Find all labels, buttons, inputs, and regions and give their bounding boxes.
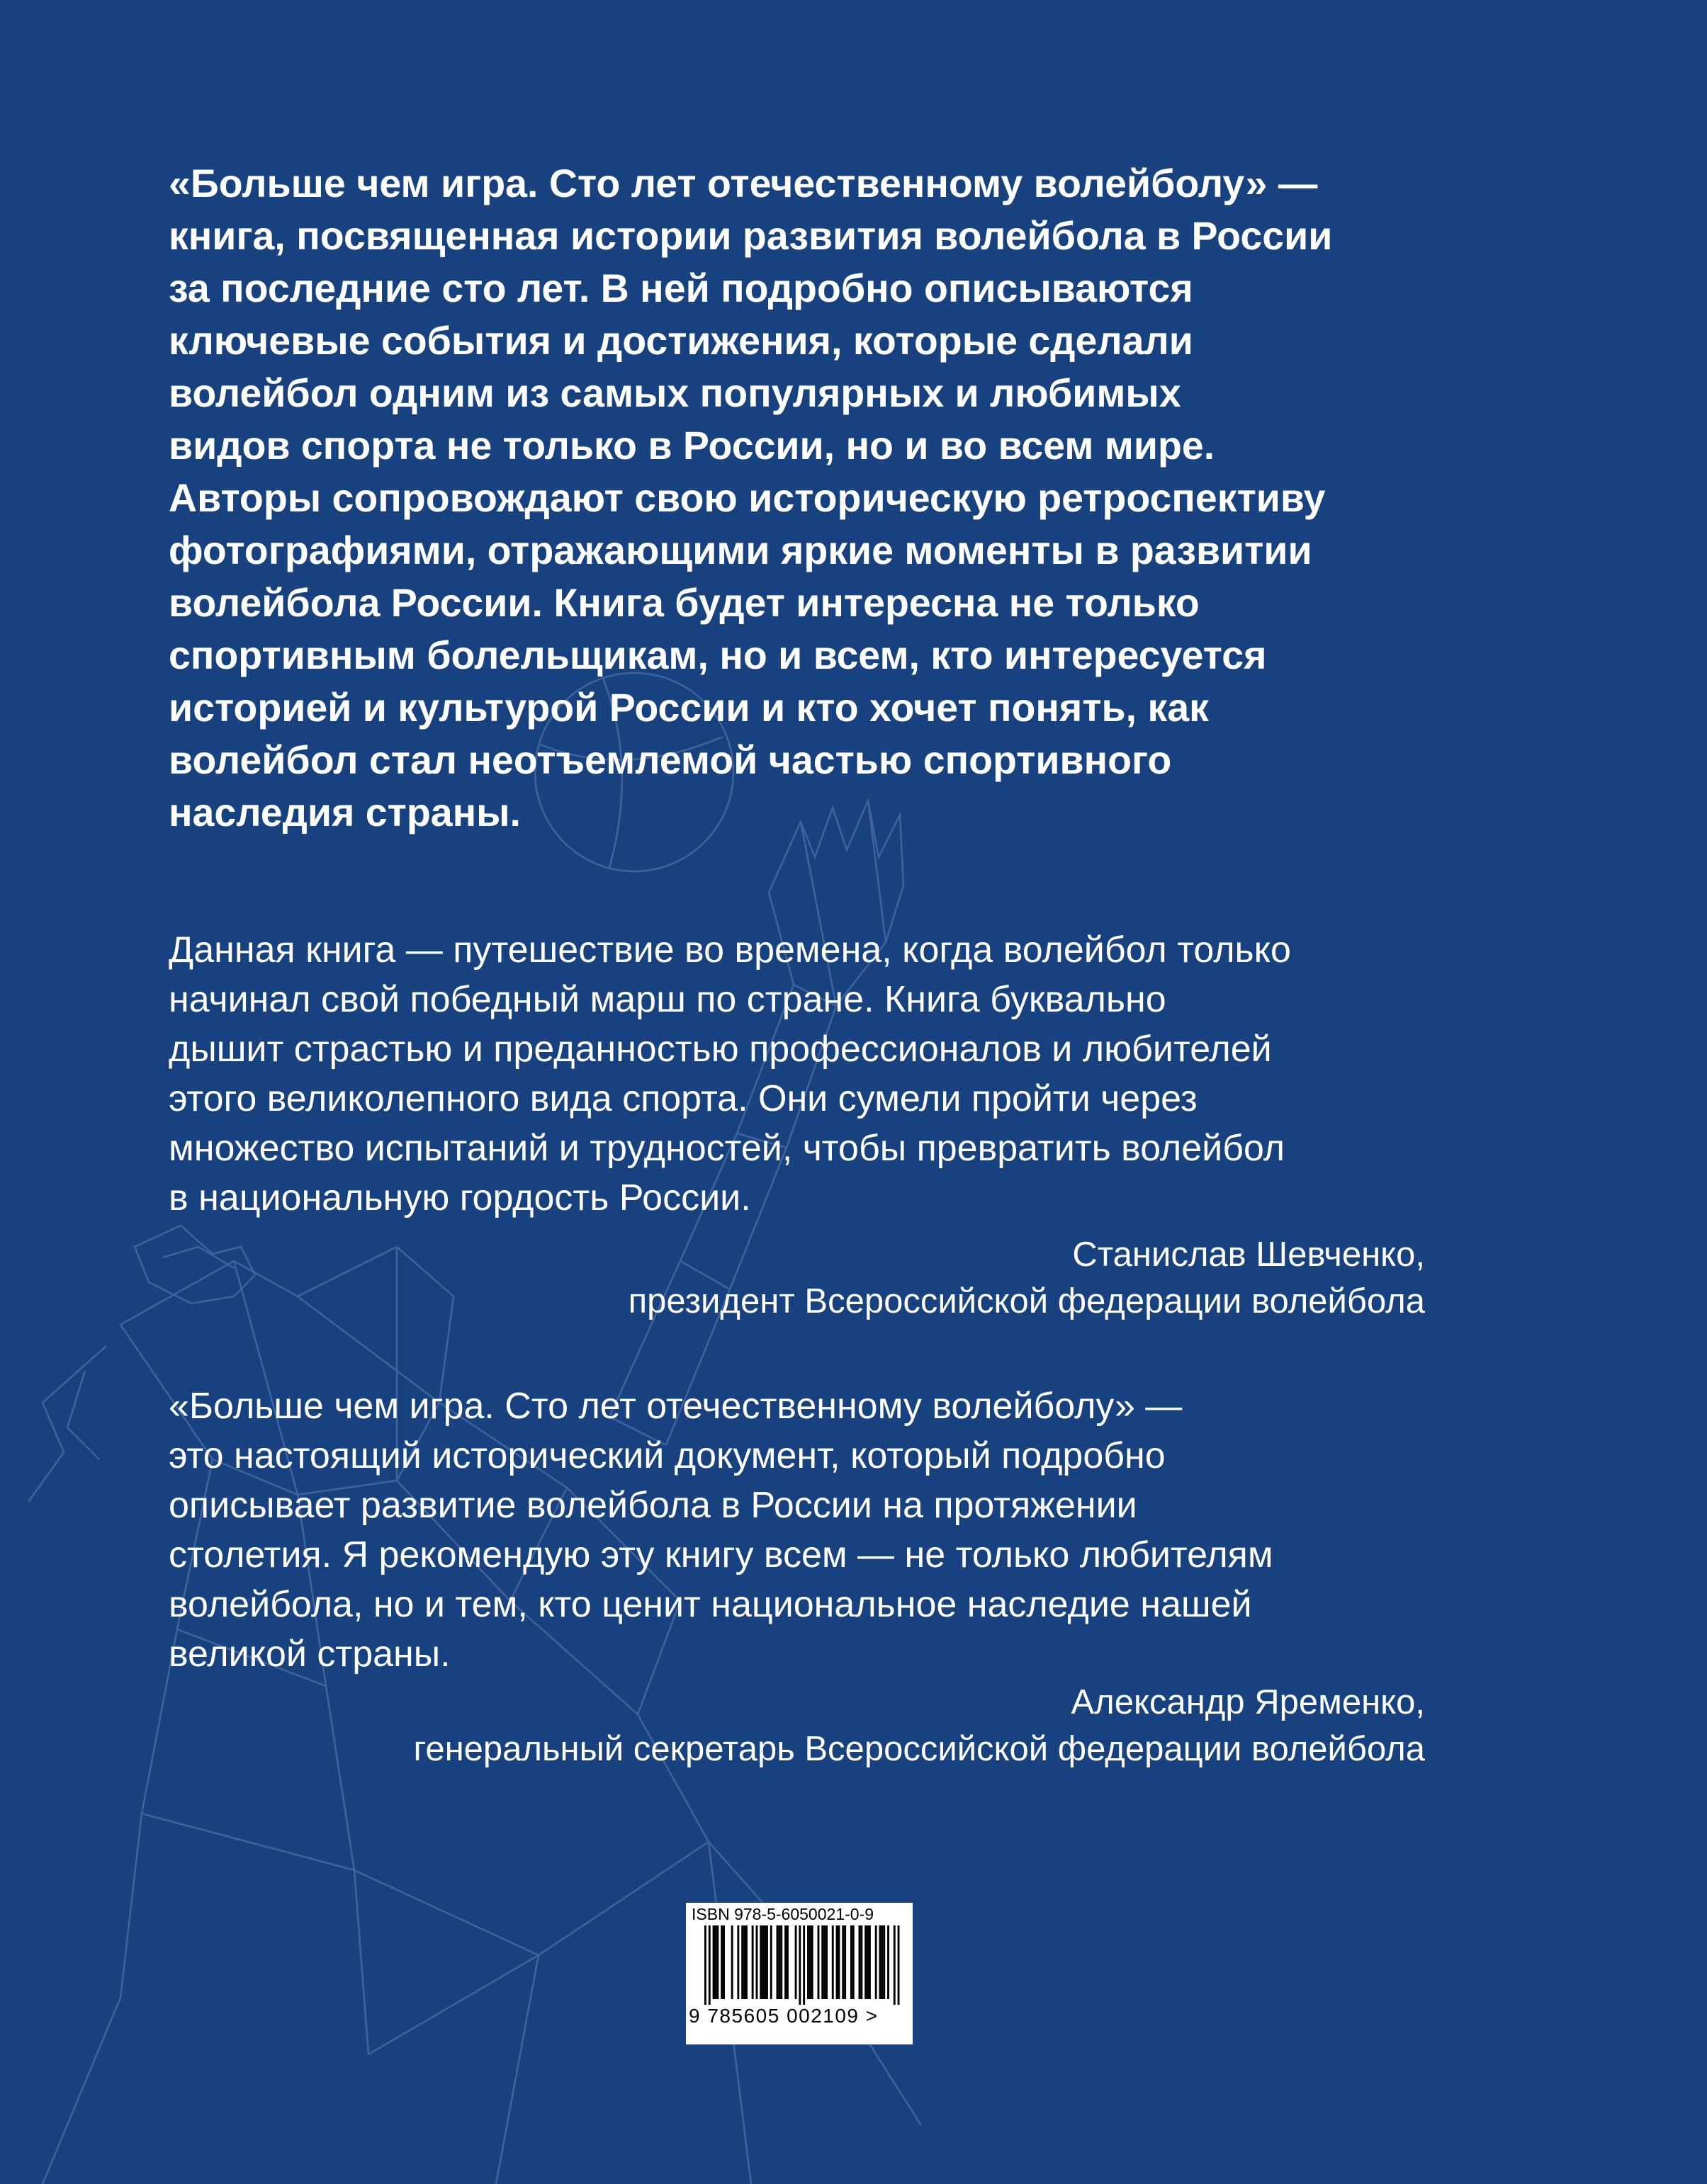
- barcode-bar: [850, 1925, 852, 1999]
- barcode-bar: [860, 1925, 862, 1999]
- barcode-bar: [887, 1925, 889, 1999]
- barcode-bar: [818, 1925, 820, 1999]
- quote-line: это настоящий исторический документ, который подробно: [169, 1435, 1166, 1476]
- barcode-bar: [875, 1925, 877, 1999]
- author-name: Александр Яременко,: [1071, 1683, 1425, 1721]
- barcode-bar: [881, 1925, 883, 1999]
- barcode-bar: [731, 1925, 733, 1999]
- barcode-bar: [879, 1925, 881, 1999]
- quote-line: в национальную гордость России.: [169, 1177, 751, 1218]
- barcode-bar: [756, 1925, 758, 1999]
- barcode-bar: [787, 1925, 789, 1999]
- lead-line: волейбол одним из самых популярных и любимых: [169, 371, 1181, 415]
- barcode-bar: [716, 1925, 719, 1999]
- barcode-bar: [737, 1925, 739, 1999]
- barcode-bar: [780, 1925, 782, 1999]
- quote-line: начинал свой победный марш по стране. Книга буквально: [169, 979, 1166, 1020]
- barcode-bar: [752, 1925, 754, 1999]
- barcode-bar: [894, 1925, 896, 2005]
- quote-line: этого великолепного вида спорта. Они сумели пройти через: [169, 1078, 1198, 1119]
- barcode-bar: [859, 1925, 861, 1999]
- barcode-bar: [836, 1925, 838, 1999]
- barcode-bar: [760, 1925, 762, 1999]
- lead-paragraph: [169, 157, 1444, 839]
- barcode-bar: [770, 1925, 772, 1999]
- barcode-bar: [704, 1925, 706, 2005]
- barcode-bar: [867, 1925, 869, 1999]
- lead-line: книга, посвященная истории развития волейбола в России: [169, 214, 1333, 258]
- lead-line: волейбола России. Книга будет интересна не только: [169, 581, 1200, 625]
- quote-line: волейбола, но и тем, кто ценит национальное наследие нашей: [169, 1584, 1252, 1625]
- barcode-bar: [764, 1925, 766, 1999]
- quote-line: Данная книга — путешествие во времена, когда волейбол только: [169, 929, 1291, 971]
- barcode-bar: [842, 1925, 844, 1999]
- quote-line: множество испытаний и трудностей, чтобы превратить волейбол: [169, 1128, 1285, 1169]
- barcode-bar: [852, 1925, 855, 1999]
- lead-line: спортивным болельщикам, но и всем, кто интересуется: [169, 633, 1267, 677]
- barcode-bar: [807, 1925, 809, 1999]
- lead-line: «Больше чем игра. Сто лет отечественному волейболу» —: [169, 162, 1318, 205]
- barcode-bar: [777, 1925, 779, 1999]
- barcode-bar: [709, 1925, 711, 2005]
- barcode-bar: [762, 1925, 764, 1999]
- barcode-digits: 9 785605 002109 >: [689, 2005, 879, 2027]
- quote-shevchenko: [169, 925, 1451, 1223]
- isbn-label: ISBN 978-5-6050021-0-9: [692, 1905, 874, 1923]
- barcode-bar: [869, 1925, 871, 1999]
- quote-yaremenko: [169, 1381, 1451, 1679]
- barcode-bar: [809, 1925, 811, 1999]
- lead-line: за последние сто лет. В ней подробно описываются: [169, 266, 1193, 310]
- barcode-bar: [883, 1925, 885, 1999]
- barcode-bar: [795, 1925, 797, 1999]
- attribution-yaremenko: [414, 1679, 1425, 1772]
- lead-line: Авторы сопровождают свою историческую ретроспективу: [169, 476, 1326, 520]
- barcode-bar: [898, 1925, 900, 2005]
- lead-line: волейбол стал неотъемлемой частью спортивного: [169, 738, 1172, 782]
- barcode-bar: [713, 1925, 715, 1999]
- lead-line: историей и культурой России и кто хочет понять, как: [169, 686, 1209, 730]
- attribution-shevchenko: [629, 1231, 1425, 1325]
- barcode-bar: [821, 1925, 823, 1999]
- barcode-bar: [784, 1925, 787, 1999]
- barcode-bar: [743, 1925, 745, 1999]
- barcode-bar: [832, 1925, 834, 1999]
- barcode-bar: [803, 1925, 805, 2005]
- quote-line: столетия. Я рекомендую эту книгу всем — не только любителям: [169, 1534, 1273, 1575]
- barcode-bar: [741, 1925, 743, 1999]
- author-role: президент Всероссийской федерации волейбола: [628, 1282, 1425, 1320]
- lead-line: ключевые события и достижения, которые сделали: [169, 319, 1193, 363]
- author-name: Станислав Шевченко,: [1072, 1235, 1425, 1274]
- quote-line: описывает развитие волейбола в России на протяжении: [169, 1485, 1137, 1526]
- barcode-bars: [686, 1925, 913, 2005]
- barcode-bar: [723, 1925, 725, 1999]
- quote-line: «Больше чем игра. Сто лет отечественному волейболу» —: [169, 1386, 1183, 1427]
- barcode-bar: [766, 1925, 768, 1999]
- isbn-barcode: [686, 1903, 913, 2044]
- barcode-bar: [715, 1925, 717, 1999]
- author-role: генеральный секретарь Всероссийской федерации волейбола: [413, 1730, 1425, 1768]
- barcode-bar: [838, 1925, 840, 1999]
- lead-line: фотографиями, отражающими яркие моменты в развитии: [169, 528, 1312, 572]
- barcode-bar: [823, 1925, 826, 1999]
- quote-line: дышит страстью и преданностью профессионалов и любителей: [169, 1029, 1272, 1070]
- barcode-bar: [721, 1925, 723, 1999]
- quote-line: великой страны.: [169, 1634, 451, 1675]
- barcode-bar: [778, 1925, 780, 1999]
- barcode-bar: [811, 1925, 813, 1999]
- lead-line: видов спорта не только в России, но и во всем мире.: [169, 424, 1215, 468]
- barcode-bar: [864, 1925, 867, 1999]
- barcode-bar: [826, 1925, 828, 1999]
- barcode-bar: [745, 1925, 748, 1999]
- barcode-bar: [799, 1925, 801, 2005]
- barcode-bar: [844, 1925, 846, 1999]
- lead-line: наследия страны.: [169, 791, 521, 834]
